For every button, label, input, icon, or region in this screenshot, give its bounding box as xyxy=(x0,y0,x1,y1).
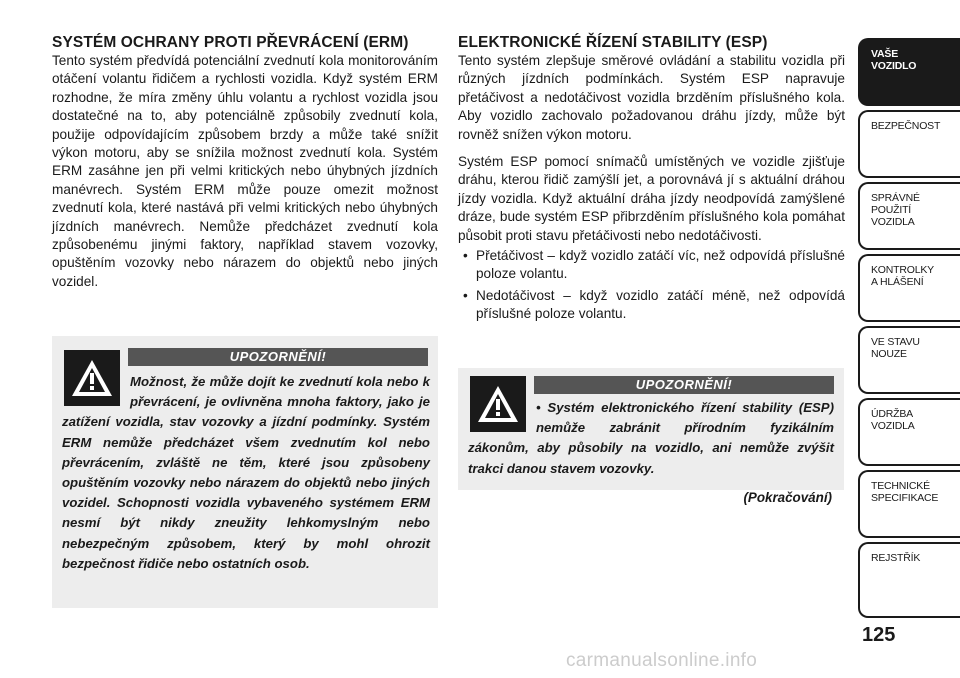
erm-section xyxy=(52,34,438,300)
esp-bullet-list xyxy=(458,247,845,324)
esp-paragraph-2: Systém ESP pomocí snímačů umístěných ve vozidle zjišťuje dráhu, kterou řidič zamýšlí jet, a porovnává jí s aktuální dráhou jízdy vozidla. Když aktuální dráha jízdy neodpovídá zamýšlené dráze, bude systém ESP přibrzděním příslušného kola pomáhat působit proti stavu přetáčivosti nebo nedotáčivosti. xyxy=(458,154,845,243)
tab-vase-vozidlo[interactable]: VAŠE VOZIDLO xyxy=(858,38,960,106)
page-number: 125 xyxy=(862,624,896,646)
tab-technicke-specifikace[interactable]: TECHNICKÉ SPECIFIKACE xyxy=(858,470,960,538)
bullet-text: Nedotáčivost – když vozidlo zatáčí méně, než odpovídá příslušné poloze volantu. xyxy=(476,287,845,322)
esp-heading: ELEKTRONICKÉ ŘÍZENÍ STABILITY (ESP) xyxy=(458,34,768,51)
chapter-tabs xyxy=(858,0,960,620)
esp-warning-text: • Systém elektronického řízení stability (ESP) nemůže zabránit přírodním fyzikálním zákonům, aby působily na vozidlo, ani nemůže zvýšit trakci danou stavem vozovky. xyxy=(468,400,834,476)
esp-warning-text-wrap xyxy=(468,398,834,479)
warning-banner: UPOZORNĚNÍ! xyxy=(534,376,834,394)
continued-label: (Pokračování) xyxy=(743,490,832,505)
erm-paragraph: Tento systém předvídá potenciální zvednutí kola monitorováním otáčení volantu řidičem a rychlosti vozidla. Když systém ERM rozhodne, že míra změny úhlu volantu a rychlost vozidla jsou dostatečné na to, aby potenciálně způsobily zvednutí kola, použije odpovídajícím způsobem brzdy a může také snížit výkon motoru, aby se snížila možnost zvednutí kola. Systém ERM zasáhne jen při velmi kritických nebo úhybných jízdních manévrech. Systém ERM může pouze omezit možnost zvednutí kola, které nastává při velmi kritických nebo úhybných jízdních manévrech. Nemůže předcházet zvednutí kola způsobenému jinými faktory, například stavem vozovky, opuštěním vozovky nebo nárazem do objektů nebo jiných vozidel. xyxy=(52,53,438,289)
list-item: • Nedotáčivost – když vozidlo zatáčí méně, než odpovídá příslušné poloze volantu. xyxy=(463,287,845,322)
esp-paragraph-1: Tento systém zlepšuje směrové ovládání a stabilitu vozidla při různých jízdních podmínkách. Systém ESP napravuje přetáčivost a nedotáčivost vozidla brzděním příslušného kola. Aby vozidlo zachovalo požadovanou dráhu jízdy, může být rovněž snížen výkon motoru. xyxy=(458,53,845,142)
tab-udrzba[interactable]: ÚDRŽBA VOZIDLA xyxy=(858,398,960,466)
bullet-text: Přetáčivost – když vozidlo zatáčí víc, než odpovídá příslušné poloze volantu. xyxy=(476,248,845,282)
erm-heading: SYSTÉM OCHRANY PROTI PŘEVRÁCENÍ (ERM) xyxy=(52,34,409,51)
esp-warning-box xyxy=(458,368,844,490)
list-item: • Přetáčivost – když vozidlo zatáčí víc, než odpovídá příslušné poloze volantu. xyxy=(463,248,845,282)
erm-warning-box xyxy=(52,336,438,608)
tab-bezpecnost[interactable]: BEZPEČNOST xyxy=(858,110,960,178)
tab-rejstrik[interactable]: REJSTŘÍK xyxy=(858,542,960,618)
warning-banner: UPOZORNĚNÍ! xyxy=(128,348,428,366)
watermark: carmanualsonline.info xyxy=(566,650,758,671)
esp-section xyxy=(458,34,845,327)
tab-spravne-pouziti[interactable]: SPRÁVNÉ POUŽITÍ VOZIDLA xyxy=(858,182,960,250)
erm-warning-text-wrap xyxy=(62,372,430,574)
tab-ve-stavu-nouze[interactable]: VE STAVU NOUZE xyxy=(858,326,960,394)
tab-kontrolky[interactable]: KONTROLKY A HLÁŠENÍ xyxy=(858,254,960,322)
erm-warning-text: Možnost, že může dojít ke zvednutí kola nebo k převrácení, je ovlivněna mnoha faktory, jako je zatížení vozidla, stav vozovky a jízdní podmínky. Systém ERM nemůže předcházet všem zvednutím kol nebo převrácením, zvláště ne těm, které jsou způsobeny opuštěním vozovky nebo nárazem do objektů nebo jiných vozidel. Schopnosti vozidla vybaveného systémem ERM nesmí být nikdy zneužity lehkomyslným nebo nebezpečným způsobem, který by mohl ohrozit bezpečnost řidiče nebo ostatních osob. xyxy=(62,374,430,571)
